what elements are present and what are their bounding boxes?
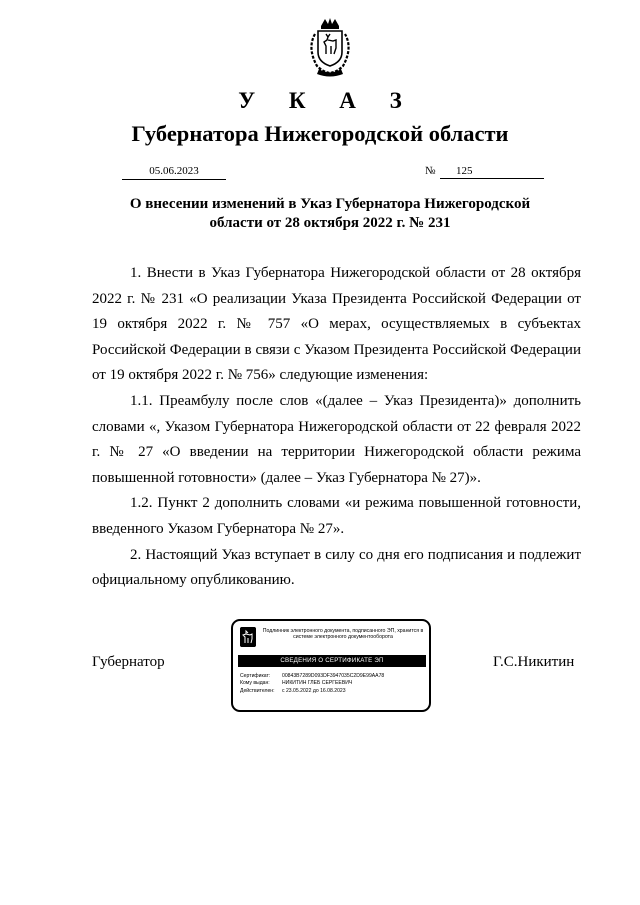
stamp-issued-label: Кому выдан: [240, 680, 270, 687]
signatory-name: Г.С.Никитин [493, 654, 575, 670]
stamp-certificate-bar: СВЕДЕНИЯ О СЕРТИФИКАТЕ ЭП [238, 655, 426, 667]
paragraph-1: 1. Внести в Указ Губернатора Нижегородской области от 28 октября 2022 г. № 231 «О реализации Указа Президента Российской Федерации от 19 октября 2022 г. № 757 «О мерах, осуществляемых в субъектах Российской Федерации в связи с Указом Президента Российской Федерации от 19 октября 2022 г. № 756» следующие изменения: [92, 265, 581, 384]
stamp-valid-row [240, 688, 428, 695]
e-signature-stamp [231, 619, 431, 712]
stamp-header-text: Подлинник электронного документа, подписанного ЭП, хранится в системе электронного документооборота [262, 628, 424, 641]
document-body [92, 261, 581, 594]
document-date: 05.06.2023 [122, 163, 226, 180]
coat-of-arms-icon [301, 16, 359, 78]
paragraph-2: 2. Настоящий Указ вступает в силу со дня его подписания и подлежит официальному опубликованию. [92, 546, 581, 589]
stamp-issued-row [240, 680, 428, 687]
stamp-cert-label: Сертификат: [240, 673, 271, 679]
stamp-cert-value: 00843B7289D093DF3947035C2D9E99AA78 [282, 673, 385, 679]
stamp-certificate-details [240, 673, 428, 695]
stamp-cert-row [240, 673, 428, 680]
deer-emblem-icon [240, 627, 256, 647]
signatory-role: Губернатор [92, 654, 165, 670]
number-sign: № [425, 165, 436, 177]
document-subject: О внесении изменений в Указ Губернатора Нижегородской области от 28 октября 2022 г. № 231 [129, 196, 531, 231]
stamp-valid-label: Действителен: [240, 687, 275, 694]
document-number: 125 [440, 163, 544, 179]
stamp-issued-value: НИКИТИН ГЛЕБ СЕРГЕЕВИЧ [282, 680, 353, 687]
issuer-title: Губернатора Нижегородской области [131, 121, 509, 146]
paragraph-1-2: 1.2. Пункт 2 дополнить словами «и режима повышенной готовности, введенного Указом Губернатора № 27». [92, 495, 581, 537]
paragraph-1-1: 1.1. Преамбулу после слов «(далее – Указ Президента)» дополнить словами «, Указом Губернатора Нижегородской области от 22 февраля 2022 г. № 27 «О введении на территории Нижегородской области режима повышенной готовности» (далее – Указ Губернатора № 27)». [92, 392, 581, 486]
document-type-title: У К А З [238, 88, 416, 113]
stamp-valid-value: с 23.05.2022 до 16.08.2023 [282, 687, 346, 694]
